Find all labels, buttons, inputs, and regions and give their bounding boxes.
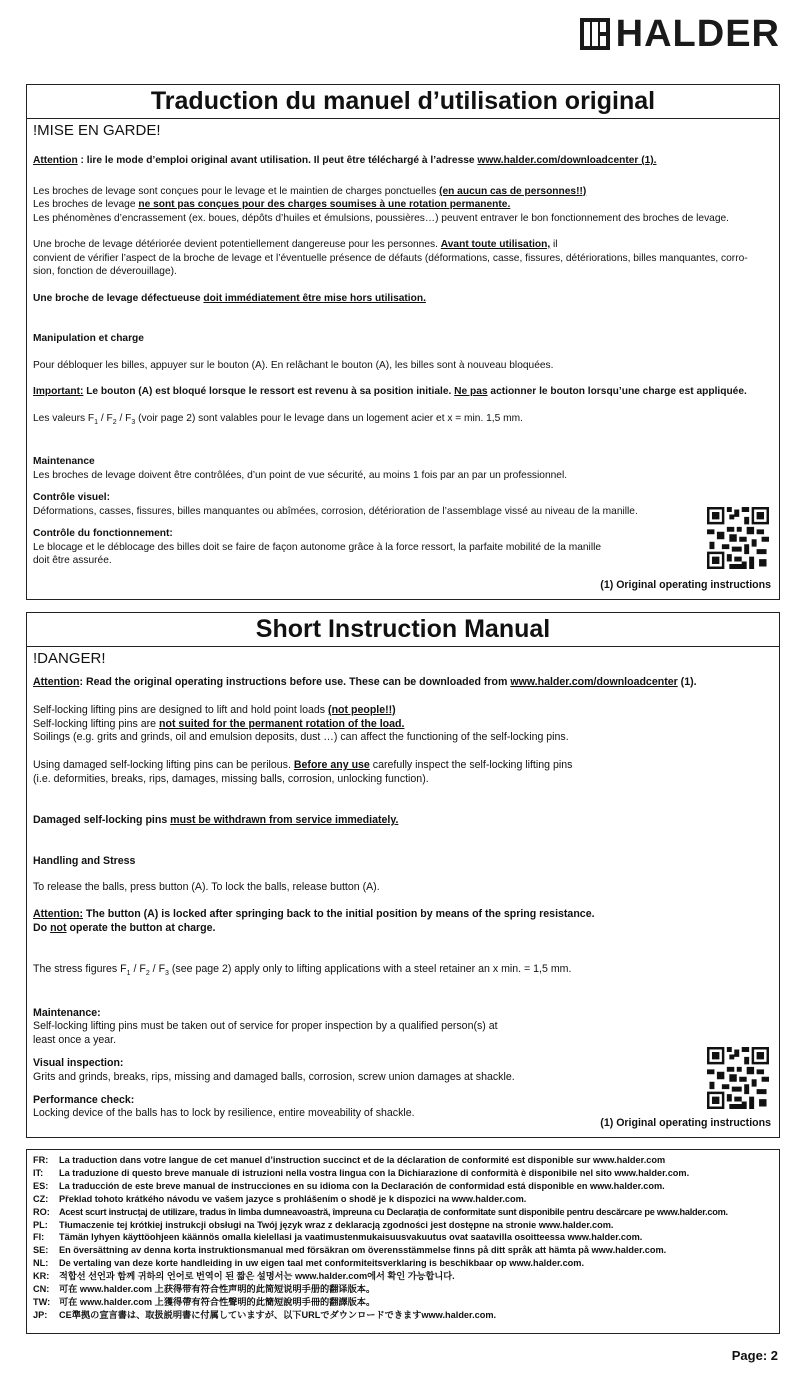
english-visual-heading: Visual inspection: — [33, 1057, 124, 1070]
lang-code: FR: — [33, 1155, 49, 1165]
lang-text: En översättning av denna korta instruktionsmanual med försäkran om överensstämmelse finns på ditt språk att hämta på www.halder.com. — [59, 1245, 667, 1256]
attention-text: : Read the original operating instructions before use. These can be downloaded from — [79, 676, 511, 688]
lang-text: La traduzione di questo breve manuale di istruzioni nella vostra lingua con la Dichiarazione di conformità è disponibile nel sito www.halder.com. — [59, 1167, 690, 1178]
lang-code: JP: — [33, 1309, 48, 1320]
french-para-2 — [33, 198, 773, 212]
french-para-3: Les phénomènes d’encrassement (ex. boues, dépôts d’huiles et émulsions, poussières…) peuvent entraver le bon fonctionnement des broches de levage. — [33, 212, 729, 224]
important-label: Important: — [33, 386, 84, 397]
language-availability-list — [26, 1149, 780, 1334]
english-para-2 — [33, 718, 773, 732]
french-title: Traduction du manuel d’utilisation original — [27, 85, 779, 119]
text-emph: (not people!!) — [328, 703, 396, 716]
english-para-8b: least once a year. — [33, 1034, 117, 1047]
french-func-heading: Contrôle du fonctionnement: — [33, 528, 173, 540]
lang-text: Tłumaczenie tej krótkiej instrukcji obsługi na Twój język wraz z deklaracją zgodności jest dostępne na stronie www.halder.com. — [59, 1219, 614, 1230]
text-emph: Ne pas — [454, 386, 488, 397]
english-title: Short Instruction Manual — [27, 613, 779, 647]
english-func-heading: Performance check: — [33, 1093, 135, 1106]
download-link[interactable]: www.halder.com/downloadcenter (1). — [477, 155, 657, 166]
page-number: Page: 2 — [731, 1348, 778, 1363]
english-attention — [33, 676, 773, 690]
text: Do — [33, 921, 51, 934]
brand-name: HALDER — [615, 13, 780, 55]
french-para-5 — [33, 292, 773, 306]
english-para-7: The stress figures $F_1 / F_2 / F_3$ (see page 2) apply only to lifting applications with a steel retainer an x min. = 1,5 mm. — [33, 962, 572, 977]
halder-logo — [580, 13, 780, 55]
french-para-4 — [33, 238, 773, 252]
list-item — [33, 1180, 773, 1193]
lang-code: IT: — [33, 1167, 44, 1178]
english-para-1 — [33, 704, 773, 718]
attention-text: : lire le mode d’emploi original avant utilisation. Il peut être téléchargé à l’adresse — [77, 155, 478, 166]
french-warning: !MISE EN GARDE! — [33, 122, 161, 139]
lang-text: CE準拠の宣言書は、取扱説明書に付属していますが、以下URLでダウンロードできますwww.halder.com. — [59, 1309, 497, 1320]
french-visual-heading: Contrôle visuel: — [33, 492, 110, 504]
english-para-3: Soilings (e.g. grits and grinds, oil and emulsion deposits, dust …) can affect the functioning of the self-locking pins. — [33, 731, 569, 744]
lang-code: TW: — [33, 1296, 51, 1307]
attention-label: Attention — [33, 155, 78, 166]
french-para-6: Pour débloquer les billes, appuyer sur le bouton (A). En relâchant le bouton (A), les billes sont à nouveau bloquées. — [33, 359, 554, 371]
lang-text: De vertaling van deze korte handleiding in uw eigen taal met conformiteitsverklaring is beschikbaar op www.halder.com. — [59, 1258, 585, 1269]
list-item — [33, 1206, 773, 1219]
list-item — [33, 1296, 773, 1309]
english-para-9: Grits and grinds, breaks, rips, missing and damaged balls, corrosion, screw union damages at shackle. — [33, 1070, 515, 1083]
french-important — [33, 385, 773, 399]
lang-code: RO: — [33, 1206, 50, 1217]
lang-text: Překlad tohoto krátkého návodu ve vašem jazyce s prohlášením o shodě je k dispozici na www.halder.com. — [59, 1193, 527, 1204]
text: Les valeurs F — [33, 412, 95, 424]
english-para-6: To release the balls, press button (A). To lock the balls, release button (A). — [33, 881, 380, 894]
lang-code: CN: — [33, 1284, 50, 1295]
english-warning: !DANGER! — [33, 650, 106, 667]
lang-text: 可在 www.halder.com 上获得带有符合性声明的此简短说明手册的翻译版本。 — [59, 1284, 376, 1295]
english-attention-3 — [33, 922, 773, 936]
list-item — [33, 1167, 773, 1180]
lang-text: La traduction dans votre langue de cet manuel d’instruction succinct et de la déclaration de conformité est disponible sur www.halder.com — [59, 1155, 666, 1165]
list-item — [33, 1309, 773, 1322]
text: Une broche de levage défectueuse — [33, 292, 204, 304]
list-item — [33, 1270, 773, 1283]
french-para-10: Le blocage et le déblocage des billes doit se faire de façon autonome grâce à la force ressort, la parfaite mobilité de la manille — [33, 541, 602, 553]
qr-code-icon — [707, 1047, 769, 1109]
list-item — [33, 1193, 773, 1206]
text: actionner le bouton lorsqu’une charge est appliquée. — [487, 386, 747, 397]
qr-code-icon — [707, 507, 769, 569]
english-para-8: Self-locking lifting pins must be taken out of service for proper inspection by a qualified person(s) at — [33, 1020, 498, 1033]
text-emph: ne sont pas conçues pour des charges soumises à une rotation permanente. — [138, 199, 511, 210]
english-maint-heading: Maintenance: — [33, 1006, 101, 1019]
text-emph: must be withdrawn from service immediately. — [170, 813, 399, 826]
english-handling-heading: Handling and Stress — [33, 854, 136, 867]
french-footnote: (1) Original operating instructions — [600, 579, 771, 591]
french-para-9: Déformations, casses, fissures, billes manquantes ou abîmées, corrosion, détérioration de l’assemblage vissé au niveau de la manille. — [33, 505, 638, 517]
list-item — [33, 1154, 773, 1167]
attention-label: Attention — [33, 676, 80, 688]
text-emph: Avant toute utilisation, — [440, 239, 551, 250]
french-para-4b: convient de vérifier l’aspect de la broche de levage et l’éventuelle présence de défauts (déformations, casse, fissures, détériorations, billes manquantes, corro- — [33, 252, 748, 264]
french-attention — [33, 154, 773, 168]
english-para-4b: (i.e. deformities, breaks, rips, damages, missing balls, corrosion, unlocking function). — [33, 772, 429, 785]
french-para-11: doit être assurée. — [33, 555, 112, 567]
french-para-7: Les valeurs $F_1 / F_2 / F_3$ (voir page 2) sont valables pour le levage dans un logement acier et x = min. 1,5 mm. — [33, 412, 523, 426]
text: The stress figures F — [33, 962, 127, 975]
english-para-10: Locking device of the balls has to lock by resilience, entire moveability of shackle. — [33, 1107, 415, 1120]
list-item — [33, 1219, 773, 1232]
text: il — [550, 239, 558, 250]
text: (voir page 2) sont valables pour le levage dans un logement acier et x = min. 1,5 mm. — [135, 412, 523, 424]
english-attention-2 — [33, 908, 773, 922]
lang-code: ES: — [33, 1180, 49, 1191]
lang-text: 可在 www.halder.com 上獲得帶有符合性聲明的此簡短說明手冊的翻譯版本。 — [59, 1296, 376, 1307]
lang-code: PL: — [33, 1219, 48, 1230]
text: Self-locking lifting pins are — [33, 717, 160, 730]
english-para-4 — [33, 759, 773, 773]
text-emph: not suited for the permanent rotation of the load. — [159, 717, 405, 730]
list-item — [33, 1231, 773, 1244]
english-footnote: (1) Original operating instructions — [600, 1117, 771, 1129]
english-para-5 — [33, 814, 773, 828]
lang-text: 적합선 선언과 함께 귀하의 언어로 번역이 된 짧은 설명서는 www.halder.com에서 확인 가능합니다. — [59, 1271, 455, 1282]
logo-mark-icon — [580, 18, 610, 50]
lang-text: Acest scurt instrucțaj de utilizare, tradus în limba dumneavoastră, împreuna cu Declarația de conformitate sunt disponibile pentru descărcare pe www.halder.com. — [59, 1206, 728, 1217]
lang-code: CZ: — [33, 1193, 49, 1204]
text: Self-locking lifting pins are designed to lift and hold point loads — [33, 703, 329, 716]
lang-text: La traducción de este breve manual de instrucciones en su idioma con la Declaración de conformidad está disponible en www.halder.com. — [59, 1180, 665, 1191]
english-section — [26, 612, 780, 1138]
french-handling-heading: Manipulation et charge — [33, 333, 144, 344]
text: The button (A) is locked after springing back to the initial position by means of the spring resistance. — [83, 908, 595, 921]
list-item — [33, 1257, 773, 1270]
french-para-4c: sion, fonction de déverouillage). — [33, 266, 177, 277]
lang-text: Tämän lyhyen käyttöohjeen käännös omalla kielellasi ja vaatimustenmukaisuusvakuutus ovat saatavilla osoitteessa www.halder.com. — [59, 1232, 643, 1243]
text: Damaged self-locking pins — [33, 813, 171, 826]
french-para-1 — [33, 185, 773, 199]
attention-tail: (1). — [677, 676, 697, 688]
french-section — [26, 84, 780, 600]
attention-label: Attention: — [33, 908, 84, 921]
list-item — [33, 1244, 773, 1257]
text: carefully inspect the self-locking lifting pins — [369, 759, 573, 772]
text: (see page 2) apply only to lifting applications with a steel retainer an x min. = 1,5 mm. — [168, 962, 572, 975]
text-emph: Before any use — [293, 759, 370, 772]
text: Using damaged self-locking lifting pins can be perilous. — [33, 759, 294, 772]
text: Les broches de levage sont conçues pour le levage et le maintien de charges ponctuelles — [33, 185, 440, 197]
download-link[interactable]: www.halder.com/downloadcenter — [510, 676, 678, 688]
text-emph: (en aucun cas de personnes!!) — [439, 185, 587, 197]
lang-code: FI: — [33, 1232, 45, 1243]
text-emph: not — [50, 921, 67, 934]
lang-code: KR: — [33, 1271, 50, 1282]
lang-code: SE: — [33, 1245, 49, 1256]
text: operate the button at charge. — [66, 921, 216, 934]
french-maint-heading: Maintenance — [33, 456, 95, 468]
list-item — [33, 1283, 773, 1296]
text-emph: doit immédiatement être mise hors utilisation. — [203, 292, 426, 304]
text: Le bouton (A) est bloqué lorsque le ressort est revenu à sa position initiale. — [83, 386, 455, 397]
text: Les broches de levage — [33, 199, 139, 210]
text: Une broche de levage détériorée devient potentiellement dangereuse pour les personnes. — [33, 239, 441, 250]
lang-code: NL: — [33, 1258, 49, 1269]
french-para-8: Les broches de levage doivent être contrôlées, d’un point de vue sécurité, au moins 1 fois par an par un professionnel. — [33, 469, 568, 481]
